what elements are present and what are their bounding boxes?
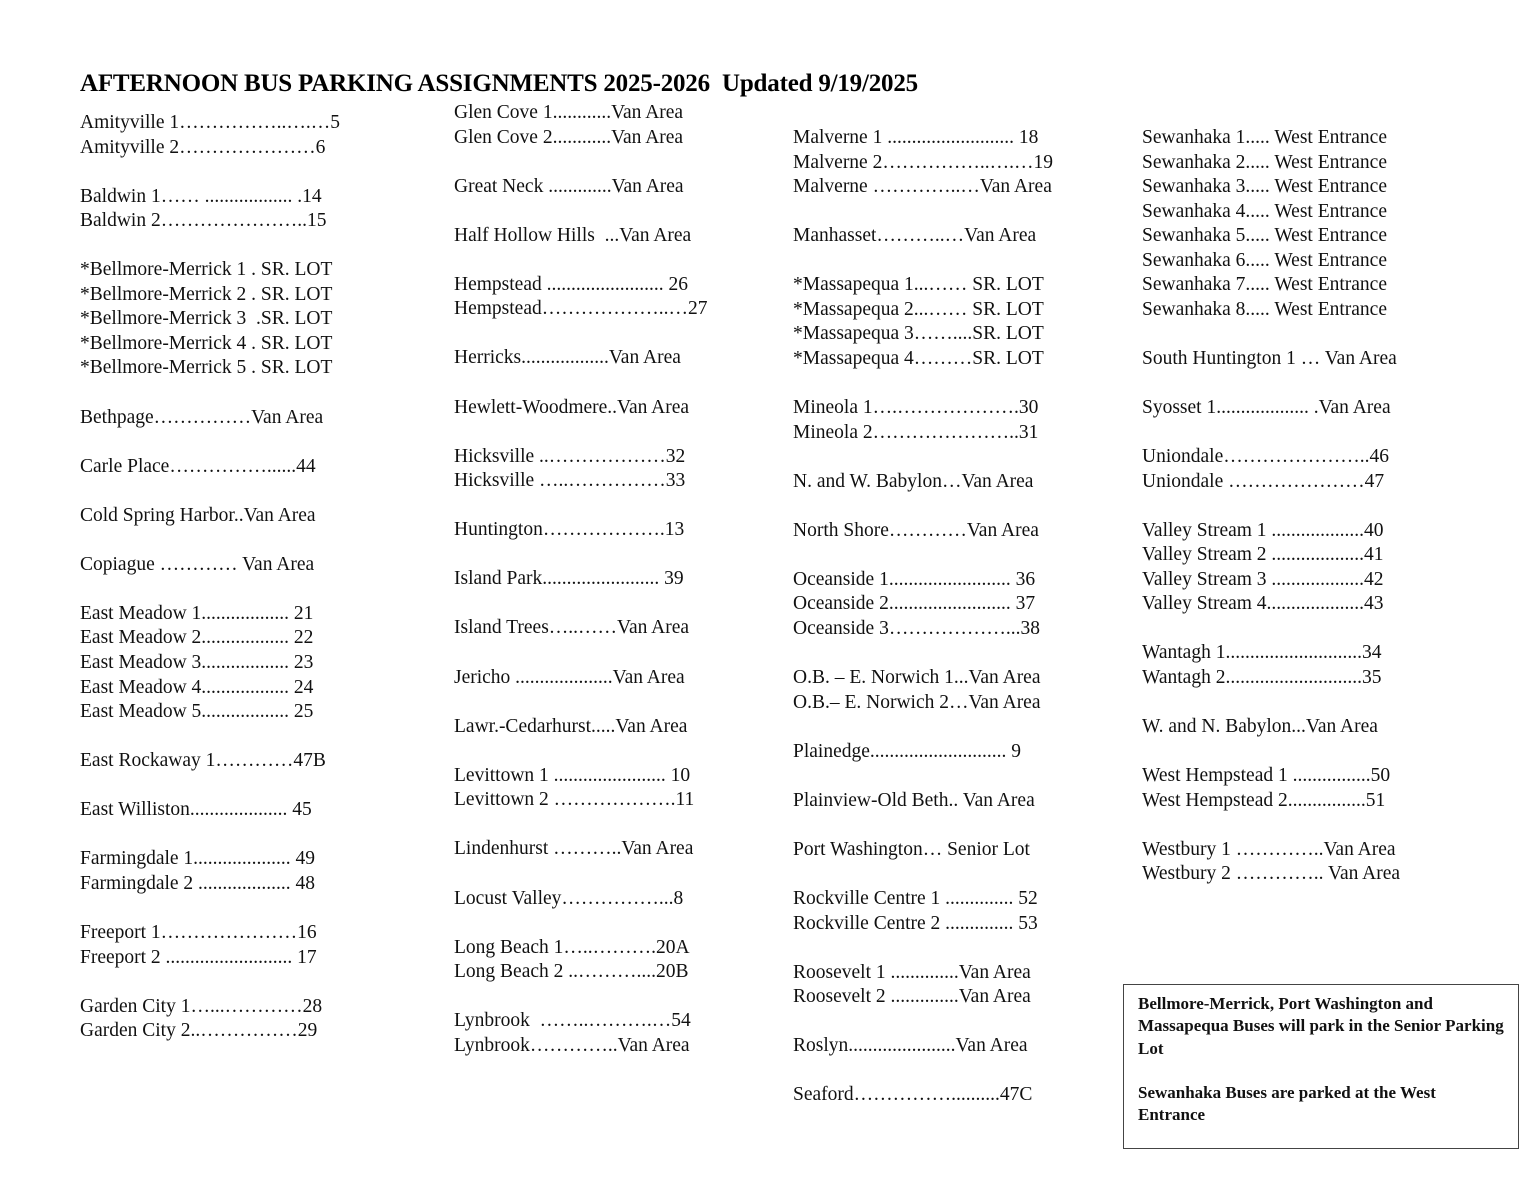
assignment-entry: Cold Spring Harbor..Van Area	[80, 504, 316, 526]
assignment-column-3	[793, 126, 1053, 1132]
assignment-entry: Sewanhaka 7..... West Entrance	[1142, 274, 1387, 296]
assignment-entry: *Bellmore-Merrick 4 . SR. LOT	[80, 332, 333, 354]
assignment-entry: Farmingdale 2 ................... 48	[80, 872, 316, 894]
assignment-entry: Garden City 2..……………29	[80, 1020, 318, 1042]
assignment-group	[454, 837, 707, 862]
assignment-entry: Malverne 1 .......................... 18	[793, 127, 1039, 148]
assignment-entry: Port Washington… Senior Lot	[793, 838, 1030, 860]
assignment-entry: O.B.– E. Norwich 2…Van Area	[793, 691, 1041, 713]
assignment-entry: Lawr.-Cedarhurst.....Van Area	[454, 715, 688, 737]
assignment-entry: Lynbrook…………..Van Area	[454, 1034, 690, 1056]
assignment-group	[793, 838, 1053, 863]
assignment-entry: Locust Valley……………...8	[454, 887, 684, 909]
assignment-entry: *Bellmore-Merrick 3 .SR. LOT	[80, 308, 333, 330]
assignment-entry: Copiague ………… Van Area	[80, 553, 315, 575]
assignment-group	[454, 666, 707, 691]
assignment-entry: Sewanhaka 6..... West Entrance	[1142, 249, 1387, 271]
assignment-entry: Island Park........................ 39	[454, 568, 684, 590]
assignment-group	[80, 504, 340, 529]
assignment-group	[80, 258, 340, 381]
assignment-group	[1142, 445, 1400, 494]
assignment-group	[454, 518, 707, 543]
assignment-entry: Long Beach 1…..……….20A	[454, 936, 690, 958]
assignment-entry: Farmingdale 1.................... 49	[80, 848, 316, 870]
assignment-entry: Huntington……………….13	[454, 519, 685, 541]
assignment-entry: *Massapequa 4………SR. LOT	[793, 347, 1044, 369]
assignment-entry: Hempstead ........................ 26	[454, 273, 688, 295]
assignment-entry: Freeport 1…………………16	[80, 922, 317, 944]
assignment-entry: Valley Stream 4....................43	[1142, 593, 1384, 615]
assignment-entry: Mineola 2…………………..31	[793, 421, 1039, 443]
assignment-entry: Roosevelt 2 ..............Van Area	[793, 986, 1031, 1008]
assignment-entry: Sewanhaka 1..... West Entrance	[1142, 127, 1387, 148]
assignment-group	[793, 1083, 1053, 1108]
assignment-group	[80, 406, 340, 431]
assignment-group	[1142, 641, 1400, 690]
assignment-entry: Mineola 1….……………….30	[793, 397, 1039, 419]
assignment-entry: *Massapequa 3……....SR. LOT	[793, 323, 1044, 345]
assignment-entry: Valley Stream 2 ...................41	[1142, 544, 1384, 566]
assignment-entry: Glen Cove 2............Van Area	[454, 126, 684, 148]
assignment-column-4	[1142, 126, 1400, 912]
assignment-entry: Lynbrook ……..……….…54	[454, 1010, 691, 1032]
assignment-group	[454, 887, 707, 912]
assignment-group	[1142, 764, 1400, 813]
assignment-group	[793, 224, 1053, 249]
assignment-entry: North Shore…………Van Area	[793, 519, 1039, 541]
assignment-entry: East Williston.................... 45	[80, 799, 312, 821]
assignment-group	[80, 111, 340, 160]
assignment-entry: Sewanhaka 4..... West Entrance	[1142, 200, 1387, 222]
assignment-group	[80, 921, 340, 970]
assignment-group	[80, 455, 340, 480]
assignment-group	[454, 445, 707, 494]
assignment-group	[454, 715, 707, 740]
assignment-group	[1142, 347, 1400, 372]
assignment-entry: Jericho ....................Van Area	[454, 666, 685, 688]
assignment-group	[793, 396, 1053, 445]
assignment-entry: Great Neck .............Van Area	[454, 175, 684, 197]
assignment-group	[454, 346, 707, 371]
assignment-entry: Sewanhaka 3..... West Entrance	[1142, 176, 1387, 198]
assignment-entry: Hicksville …..……………33	[454, 470, 686, 492]
assignment-group	[793, 568, 1053, 642]
assignment-entry: Rockville Centre 1 .............. 52	[793, 887, 1038, 909]
assignment-entry: W. and N. Babylon...Van Area	[1142, 716, 1378, 738]
assignment-entry: Freeport 2 .......................... 17	[80, 946, 317, 968]
assignment-entry: South Huntington 1 … Van Area	[1142, 347, 1397, 369]
assignment-group	[793, 126, 1053, 200]
assignment-entry: O.B. – E. Norwich 1...Van Area	[793, 667, 1041, 689]
assignment-entry: Garden City 1…...…………28	[80, 995, 323, 1017]
assignment-entry: Levittown 2 ……………….11	[454, 789, 695, 811]
assignment-entry: Syosset 1................... .Van Area	[1142, 397, 1391, 419]
assignment-group	[80, 602, 340, 725]
assignment-column-1	[80, 111, 340, 1068]
assignment-entry: Levittown 1 ....................... 10	[454, 764, 691, 786]
assignment-entry: Valley Stream 3 ...................42	[1142, 568, 1384, 590]
assignment-group	[1142, 838, 1400, 887]
note-west-entrance: Sewanhaka Buses are parked at the West Entrance	[1138, 1082, 1436, 1125]
parking-note-box	[1123, 984, 1519, 1149]
assignment-entry: Roslyn......................Van Area	[793, 1035, 1028, 1057]
assignment-group	[1142, 126, 1400, 322]
assignment-entry: Baldwin 2…………………..15	[80, 210, 327, 232]
assignment-entry: Westbury 1 …………..Van Area	[1142, 838, 1396, 860]
assignment-entry: Oceanside 1......................... 36	[793, 568, 1036, 590]
assignment-entry: *Bellmore-Merrick 5 . SR. LOT	[80, 357, 333, 379]
assignment-group	[454, 764, 707, 813]
assignment-entry: Hicksville ..………………32	[454, 445, 686, 467]
assignment-entry: Westbury 2 ………….. Van Area	[1142, 863, 1401, 885]
assignment-group	[454, 567, 707, 592]
assignment-group	[454, 936, 707, 985]
assignment-entry: Long Beach 2 ..………....20B	[454, 961, 689, 983]
assignment-group	[793, 519, 1053, 544]
assignment-entry: Seaford……………..........47C	[793, 1084, 1033, 1106]
assignment-group	[793, 470, 1053, 495]
assignment-entry: Malverne …………..…Van Area	[793, 176, 1052, 198]
assignment-entry: Oceanside 3………………...38	[793, 617, 1040, 639]
assignment-group	[80, 185, 340, 234]
assignment-entry: *Bellmore-Merrick 1 . SR. LOT	[80, 259, 333, 281]
assignment-column-2	[454, 101, 707, 1083]
assignment-entry: *Bellmore-Merrick 2 . SR. LOT	[80, 283, 333, 305]
assignment-entry: Carle Place……………......44	[80, 455, 316, 477]
assignment-entry: East Meadow 2.................. 22	[80, 627, 314, 649]
assignment-entry: Lindenhurst ………..Van Area	[454, 838, 694, 860]
assignment-entry: Uniondale …………………47	[1142, 470, 1385, 492]
assignment-entry: East Meadow 4.................. 24	[80, 676, 314, 698]
assignment-group	[793, 666, 1053, 715]
assignment-entry: Hempstead………………..…27	[454, 298, 708, 320]
assignment-group	[80, 553, 340, 578]
assignment-group	[793, 273, 1053, 371]
assignment-group	[793, 789, 1053, 814]
assignment-entry: N. and W. Babylon…Van Area	[793, 470, 1034, 492]
assignment-entry: Herricks..................Van Area	[454, 347, 681, 369]
assignment-group	[454, 175, 707, 200]
assignment-entry: West Hempstead 1 ................50	[1142, 765, 1391, 787]
assignment-entry: Uniondale…………………..46	[1142, 446, 1389, 468]
assignment-entry: Valley Stream 1 ...................40	[1142, 519, 1384, 541]
assignment-entry: Rockville Centre 2 .............. 53	[793, 912, 1038, 934]
page-title: AFTERNOON BUS PARKING ASSIGNMENTS 2025-2026 Updated 9/19/2025	[80, 70, 918, 97]
assignment-entry: Half Hollow Hills ...Van Area	[454, 224, 692, 246]
assignment-entry: Plainview-Old Beth.. Van Area	[793, 789, 1035, 811]
assignment-entry: Manhasset………..…Van Area	[793, 225, 1037, 247]
assignment-entry: *Massapequa 1...…… SR. LOT	[793, 274, 1044, 296]
assignment-group	[454, 224, 707, 249]
assignment-entry: Wantagh 1............................34	[1142, 642, 1382, 664]
assignment-entry: East Meadow 3.................. 23	[80, 652, 314, 674]
assignment-entry: East Meadow 1.................. 21	[80, 602, 314, 624]
assignment-entry: Amityville 2…………………6	[80, 136, 326, 158]
assignment-group	[454, 1009, 707, 1058]
assignment-entry: *Massapequa 2...…… SR. LOT	[793, 298, 1044, 320]
assignment-group	[454, 273, 707, 322]
assignment-entry: West Hempstead 2................51	[1142, 789, 1386, 811]
assignment-entry: Glen Cove 1............Van Area	[454, 102, 684, 123]
assignment-group	[80, 995, 340, 1044]
assignment-entry: Sewanhaka 2..... West Entrance	[1142, 151, 1387, 173]
assignment-group	[1142, 715, 1400, 740]
assignment-entry: Roosevelt 1 ..............Van Area	[793, 961, 1031, 983]
assignment-group	[793, 1034, 1053, 1059]
assignment-entry: East Rockaway 1…………47B	[80, 750, 326, 772]
assignment-entry: Oceanside 2......................... 37	[793, 593, 1036, 615]
assignment-group	[1142, 396, 1400, 421]
assignment-entry: Hewlett-Woodmere..Van Area	[454, 396, 690, 418]
note-senior-lot: Bellmore-Merrick, Port Washington and Massapequa Buses will park in the Senior Parking Lot	[1138, 994, 1504, 1058]
assignment-entry: Baldwin 1…… .................. .14	[80, 185, 322, 207]
assignment-entry: Bethpage……………Van Area	[80, 406, 324, 428]
assignment-group	[454, 396, 707, 421]
assignment-entry: Wantagh 2............................35	[1142, 667, 1382, 689]
assignment-entry: Sewanhaka 5..... West Entrance	[1142, 225, 1387, 247]
assignment-group	[454, 616, 707, 641]
assignment-group	[80, 847, 340, 896]
assignment-group	[793, 887, 1053, 936]
assignment-entry: East Meadow 5.................. 25	[80, 701, 314, 723]
assignment-group	[1142, 519, 1400, 617]
assignment-entry: Malverne 2……………..….…19	[793, 151, 1053, 173]
assignment-entry: Amityville 1……………..….…5	[80, 112, 340, 133]
assignment-group	[454, 101, 707, 150]
assignment-group	[80, 749, 340, 774]
assignment-entry: Plainedge............................ 9	[793, 740, 1022, 762]
assignment-group	[793, 740, 1053, 765]
assignment-entry: Island Trees…..……Van Area	[454, 617, 690, 639]
assignment-group	[80, 798, 340, 823]
assignment-group	[793, 961, 1053, 1010]
assignment-entry: Sewanhaka 8..... West Entrance	[1142, 298, 1387, 320]
